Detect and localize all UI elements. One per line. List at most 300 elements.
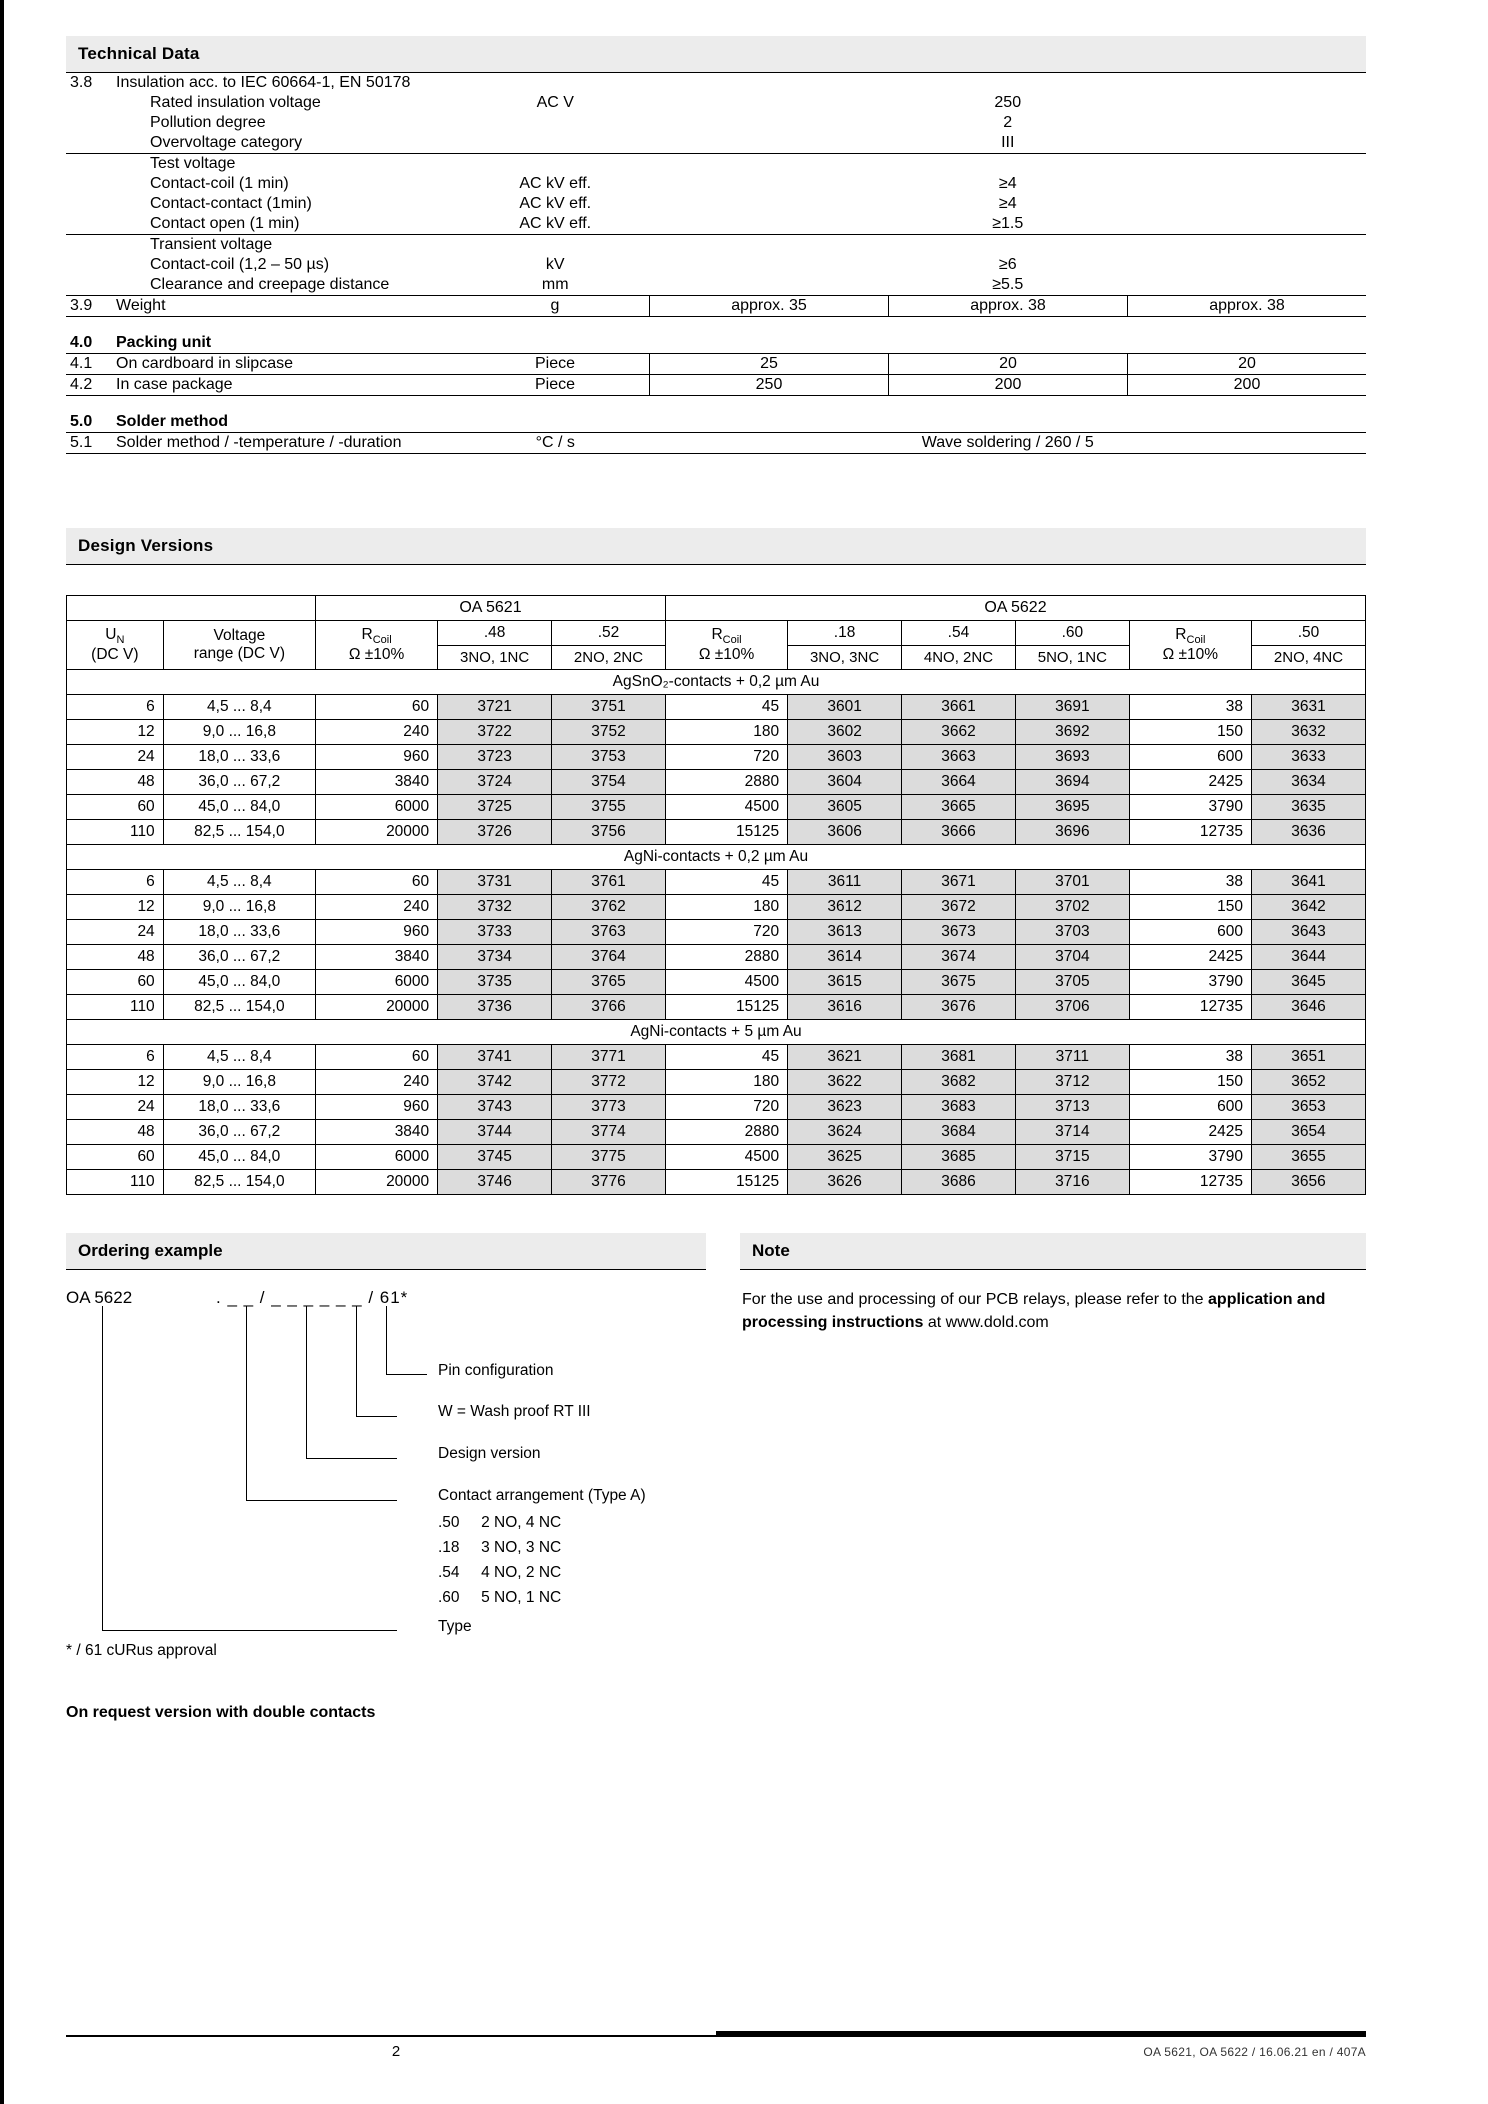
- footer-accent-bar: [716, 2031, 1366, 2037]
- cell-code: 3666: [902, 820, 1016, 845]
- cell-rcoil3: 150: [1129, 895, 1251, 920]
- cell-rcoil1: 20000: [316, 1170, 438, 1195]
- table-row: [67, 745, 1366, 770]
- cell-range: 18,0 ... 33,6: [163, 1095, 315, 1120]
- ordering-example-header: Ordering example: [66, 1233, 706, 1270]
- cell-range: 36,0 ... 67,2: [163, 1120, 315, 1145]
- cell-code: 3721: [438, 695, 552, 720]
- cell-code: 3741: [438, 1045, 552, 1070]
- cell-code: 3622: [788, 1070, 902, 1095]
- cell-range: 82,5 ... 154,0: [163, 820, 315, 845]
- header-un: $U_N$ (DC V): [67, 621, 164, 670]
- cell-range: 4,5 ... 8,4: [163, 1045, 315, 1070]
- cell-code: 3625: [788, 1145, 902, 1170]
- cell-code: 3733: [438, 920, 552, 945]
- cell-code: 3636: [1251, 820, 1365, 845]
- group-number: 4.0: [70, 334, 93, 351]
- table-row: [67, 1170, 1366, 1195]
- row-value: 2: [1003, 114, 1013, 131]
- cell-range: 9,0 ... 16,8: [163, 895, 315, 920]
- row-value-3: 20: [1128, 354, 1367, 375]
- cell-code: 3635: [1251, 795, 1365, 820]
- table-row: [66, 255, 1366, 275]
- table-row-weight: [66, 296, 1366, 317]
- cell-code: 3754: [552, 770, 666, 795]
- table-row: [67, 720, 1366, 745]
- cell-code: 3606: [788, 820, 902, 845]
- cell-range: 45,0 ... 84,0: [163, 970, 315, 995]
- cell-rcoil2: 4500: [665, 970, 787, 995]
- cell-code: 3653: [1251, 1095, 1365, 1120]
- cell-code: 3702: [1015, 895, 1129, 920]
- cell-rcoil2: 2880: [665, 770, 787, 795]
- cell-code: 3626: [788, 1170, 902, 1195]
- table-row: [67, 870, 1366, 895]
- header-contacts-18: 3NO, 3NC: [788, 646, 902, 670]
- bottom-sections: [66, 1233, 1366, 1722]
- cell-code: 3692: [1015, 720, 1129, 745]
- ordering-diagram: [66, 1270, 706, 1635]
- contact-desc: 4 NO, 2 NC: [481, 1564, 562, 1581]
- cell-code: 3602: [788, 720, 902, 745]
- cell-rcoil1: 20000: [316, 995, 438, 1020]
- cell-code: 3713: [1015, 1095, 1129, 1120]
- row-label: Pollution degree: [150, 114, 266, 131]
- table-row: [66, 214, 1366, 235]
- row-unit: [461, 113, 650, 133]
- technical-data-header: Technical Data: [66, 36, 1366, 73]
- cell-rcoil2: 4500: [665, 1145, 787, 1170]
- table-row-group: [66, 412, 1366, 433]
- cell-rcoil2: 720: [665, 920, 787, 945]
- cell-rcoil1: 3840: [316, 1120, 438, 1145]
- header-code-52: .52: [552, 621, 666, 646]
- group-label: Solder method: [116, 413, 229, 430]
- cell-code: 3613: [788, 920, 902, 945]
- table-row: [66, 154, 1366, 175]
- page-footer: [66, 2035, 1366, 2060]
- cell-code: 3715: [1015, 1145, 1129, 1170]
- page-content: [66, 36, 1366, 1722]
- cell-rcoil3: 600: [1129, 920, 1251, 945]
- row-label: Insulation acc. to IEC 60664-1, EN 50178: [116, 74, 411, 91]
- cell-code: 3773: [552, 1095, 666, 1120]
- cell-rcoil1: 60: [316, 870, 438, 895]
- header-contacts-52: 2NO, 2NC: [552, 646, 666, 670]
- cell-code: 3731: [438, 870, 552, 895]
- contact-code: .54: [438, 1564, 460, 1581]
- table-row: [67, 920, 1366, 945]
- table-row: [67, 1095, 1366, 1120]
- table-row: [67, 795, 1366, 820]
- cell-code: 3663: [902, 745, 1016, 770]
- contact-code: .60: [438, 1589, 460, 1606]
- header-contacts-60: 5NO, 1NC: [1015, 646, 1129, 670]
- cell-code: 3695: [1015, 795, 1129, 820]
- table-row: [67, 1045, 1366, 1070]
- cell-code: 3735: [438, 970, 552, 995]
- row-value: 250: [994, 94, 1022, 111]
- cell-code: 3774: [552, 1120, 666, 1145]
- contact-code: .18: [438, 1539, 460, 1556]
- row-value: ≥1.5: [650, 214, 1367, 235]
- table-row: [67, 1145, 1366, 1170]
- table-row: [67, 820, 1366, 845]
- row-value: ≥4: [998, 175, 1017, 192]
- cell-code: 3685: [902, 1145, 1016, 1170]
- row-unit: °C / s: [461, 433, 650, 454]
- cell-code: 3723: [438, 745, 552, 770]
- cell-rcoil2: 180: [665, 895, 787, 920]
- spacer-row: [66, 317, 1366, 334]
- cell-code: 3722: [438, 720, 552, 745]
- cell-code: 3694: [1015, 770, 1129, 795]
- table-row: [67, 695, 1366, 720]
- cell-range: 82,5 ... 154,0: [163, 995, 315, 1020]
- cell-un: 24: [67, 920, 164, 945]
- cell-code: 3641: [1251, 870, 1365, 895]
- page-number: 2: [391, 2043, 401, 2060]
- block-caption-row: [67, 1020, 1366, 1045]
- row-unit: g: [461, 296, 650, 317]
- row-number: 4.1: [66, 354, 112, 375]
- cell-code: 3675: [902, 970, 1016, 995]
- cell-code: 3611: [788, 870, 902, 895]
- header-rcoil-3: $R_{Coil}$ Ω ±10%: [1129, 621, 1251, 670]
- leader-line-type: [102, 1306, 397, 1631]
- cell-code: 3764: [552, 945, 666, 970]
- cell-code: 3614: [788, 945, 902, 970]
- cell-code: 3752: [552, 720, 666, 745]
- row-value-2: 20: [889, 354, 1128, 375]
- cell-rcoil3: 3790: [1129, 970, 1251, 995]
- cell-code: 3742: [438, 1070, 552, 1095]
- contact-option-row: [438, 1538, 561, 1559]
- table-header-groups: [67, 596, 1366, 621]
- cell-rcoil3: 12735: [1129, 820, 1251, 845]
- table-row: [67, 770, 1366, 795]
- cell-code: 3665: [902, 795, 1016, 820]
- row-label: Weight: [112, 296, 461, 317]
- cell-code: 3724: [438, 770, 552, 795]
- label-type: Type: [438, 1618, 472, 1635]
- table-header-codes: [67, 621, 1366, 646]
- cell-code: 3632: [1251, 720, 1365, 745]
- note-text-part1: For the use and processing of our PCB relays, please refer to the: [742, 1291, 1209, 1308]
- cell-code: 3631: [1251, 695, 1365, 720]
- row-number: 5.1: [66, 433, 112, 454]
- cell-un: 6: [67, 1045, 164, 1070]
- cell-code: 3683: [902, 1095, 1016, 1120]
- cell-code: 3623: [788, 1095, 902, 1120]
- cell-rcoil1: 6000: [316, 970, 438, 995]
- cell-code: 3676: [902, 995, 1016, 1020]
- contact-desc: 5 NO, 1 NC: [481, 1589, 562, 1606]
- cell-rcoil1: 960: [316, 920, 438, 945]
- cell-range: 82,5 ... 154,0: [163, 1170, 315, 1195]
- contact-desc: 2 NO, 4 NC: [481, 1514, 562, 1531]
- cell-range: 4,5 ... 8,4: [163, 870, 315, 895]
- table-row: [67, 970, 1366, 995]
- cell-code: 3671: [902, 870, 1016, 895]
- table-row-group: [66, 333, 1366, 354]
- cell-rcoil3: 2425: [1129, 770, 1251, 795]
- header-code-54: .54: [902, 621, 1016, 646]
- cell-code: 3744: [438, 1120, 552, 1145]
- table-row: [66, 113, 1366, 133]
- cell-code: 3756: [552, 820, 666, 845]
- ordering-example-section: [66, 1233, 706, 1722]
- cell-code: 3646: [1251, 995, 1365, 1020]
- cell-code: 3661: [902, 695, 1016, 720]
- row-unit: Piece: [461, 354, 650, 375]
- header-rcoil-2: $R_{Coil}$ Ω ±10%: [665, 621, 787, 670]
- row-value-1: approx. 35: [650, 296, 889, 317]
- cell-rcoil2: 720: [665, 1095, 787, 1120]
- note-text: [740, 1270, 1366, 1334]
- cell-code: 3633: [1251, 745, 1365, 770]
- cell-rcoil1: 960: [316, 745, 438, 770]
- cell-rcoil3: 600: [1129, 1095, 1251, 1120]
- row-unit: AC kV eff.: [461, 214, 650, 235]
- cell-code: 3725: [438, 795, 552, 820]
- row-value: III: [650, 133, 1367, 154]
- block-caption-row: [67, 845, 1366, 870]
- group-number: 5.0: [70, 413, 93, 430]
- cell-code: 3696: [1015, 820, 1129, 845]
- cell-un: 12: [67, 895, 164, 920]
- cell-code: 3745: [438, 1145, 552, 1170]
- table-row: [66, 354, 1366, 375]
- cell-un: 60: [67, 1145, 164, 1170]
- cell-un: 48: [67, 945, 164, 970]
- cell-code: 3762: [552, 895, 666, 920]
- cell-rcoil1: 20000: [316, 820, 438, 845]
- cell-rcoil1: 240: [316, 720, 438, 745]
- row-number: 3.8: [70, 74, 93, 91]
- row-value-2: 200: [889, 375, 1128, 396]
- row-number: 4.2: [66, 375, 112, 396]
- header-code-50: .50: [1251, 621, 1365, 646]
- cell-rcoil3: 38: [1129, 695, 1251, 720]
- cell-rcoil3: 600: [1129, 745, 1251, 770]
- table-row: [66, 93, 1366, 113]
- table-row: [67, 895, 1366, 920]
- contact-option-row: [438, 1563, 561, 1584]
- cell-code: 3734: [438, 945, 552, 970]
- cell-code: 3662: [902, 720, 1016, 745]
- row-unit: AC kV eff.: [519, 195, 592, 212]
- cell-rcoil1: 240: [316, 895, 438, 920]
- row-label: Contact-coil (1 min): [150, 175, 289, 192]
- cell-rcoil2: 15125: [665, 995, 787, 1020]
- label-wash-proof: W = Wash proof RT III: [438, 1403, 591, 1420]
- block-caption: AgNi-contacts + 5 µm Au: [67, 1020, 1366, 1045]
- row-label: Clearance and creepage distance: [112, 275, 461, 296]
- row-label: Solder method / -temperature / -duration: [112, 433, 461, 454]
- cell-code: 3654: [1251, 1120, 1365, 1145]
- spacer-row: [66, 396, 1366, 413]
- cell-code: 3732: [438, 895, 552, 920]
- table-row: [67, 1120, 1366, 1145]
- row-label: Overvoltage category: [112, 133, 461, 154]
- cell-rcoil1: 240: [316, 1070, 438, 1095]
- cell-code: 3693: [1015, 745, 1129, 770]
- ordering-mask: . _ _ / _ _ _ _ _ _ / 61*: [216, 1288, 409, 1307]
- cell-code: 3763: [552, 920, 666, 945]
- row-value-3: approx. 38: [1128, 296, 1367, 317]
- contact-option-row: [438, 1588, 561, 1609]
- cell-range: 9,0 ... 16,8: [163, 1070, 315, 1095]
- table-row: [66, 235, 1366, 256]
- cell-range: 36,0 ... 67,2: [163, 945, 315, 970]
- table-row: [66, 194, 1366, 214]
- cell-rcoil1: 6000: [316, 1145, 438, 1170]
- cell-code: 3746: [438, 1170, 552, 1195]
- group-label: Packing unit: [116, 334, 212, 351]
- cell-un: 48: [67, 770, 164, 795]
- document-id: OA 5621, OA 5622 / 16.06.21 en / 407A: [1143, 2045, 1366, 2059]
- cell-code: 3775: [552, 1145, 666, 1170]
- cell-code: 3652: [1251, 1070, 1365, 1095]
- cell-code: 3616: [788, 995, 902, 1020]
- cell-rcoil2: 15125: [665, 1170, 787, 1195]
- cell-code: 3706: [1015, 995, 1129, 1020]
- note-header: Note: [740, 1233, 1366, 1270]
- table-row: [67, 945, 1366, 970]
- cell-un: 12: [67, 1070, 164, 1095]
- row-label: Test voltage: [150, 155, 236, 172]
- row-value: ≥4: [998, 195, 1017, 212]
- header-contacts-50: 2NO, 4NC: [1251, 646, 1365, 670]
- cell-rcoil1: 6000: [316, 795, 438, 820]
- note-text-part2: at www.dold.com: [923, 1314, 1049, 1332]
- table-row: [66, 73, 1366, 93]
- cell-code: 3642: [1251, 895, 1365, 920]
- cell-rcoil3: 150: [1129, 720, 1251, 745]
- cell-code: 3674: [902, 945, 1016, 970]
- cell-code: 3682: [902, 1070, 1016, 1095]
- row-label: Transient voltage: [150, 236, 273, 253]
- row-label: Rated insulation voltage: [150, 94, 321, 111]
- cell-code: 3704: [1015, 945, 1129, 970]
- cell-rcoil2: 2880: [665, 1120, 787, 1145]
- cell-code: 3705: [1015, 970, 1129, 995]
- cell-rcoil3: 12735: [1129, 995, 1251, 1020]
- cell-un: 110: [67, 820, 164, 845]
- cell-code: 3736: [438, 995, 552, 1020]
- cell-un: 60: [67, 795, 164, 820]
- header-contacts-54: 4NO, 2NC: [902, 646, 1016, 670]
- cell-code: 3681: [902, 1045, 1016, 1070]
- row-label: Contact-coil (1,2 – 50 µs): [150, 256, 330, 273]
- cell-un: 6: [67, 695, 164, 720]
- cell-rcoil3: 2425: [1129, 945, 1251, 970]
- cell-code: 3624: [788, 1120, 902, 1145]
- table-row: [67, 1070, 1366, 1095]
- row-unit: [461, 133, 650, 154]
- row-label: Contact open (1 min): [112, 214, 461, 235]
- cell-rcoil1: 3840: [316, 770, 438, 795]
- cell-code: 3612: [788, 895, 902, 920]
- cell-rcoil3: 38: [1129, 1045, 1251, 1070]
- cell-rcoil2: 2880: [665, 945, 787, 970]
- cell-un: 12: [67, 720, 164, 745]
- cell-rcoil1: 960: [316, 1095, 438, 1120]
- cell-code: 3673: [902, 920, 1016, 945]
- cell-un: 60: [67, 970, 164, 995]
- cell-code: 3672: [902, 895, 1016, 920]
- table-row: [66, 275, 1366, 296]
- row-value-1: 250: [650, 375, 889, 396]
- cell-rcoil1: 60: [316, 695, 438, 720]
- cell-code: 3634: [1251, 770, 1365, 795]
- cell-code: 3601: [788, 695, 902, 720]
- table-row: [66, 174, 1366, 194]
- label-contact-arrangement: Contact arrangement (Type A): [438, 1487, 646, 1504]
- cell-code: 3655: [1251, 1145, 1365, 1170]
- cell-code: 3765: [552, 970, 666, 995]
- design-versions-table: [66, 595, 1366, 1195]
- group-label-oa5621: OA 5621: [316, 596, 666, 621]
- header-code-18: .18: [788, 621, 902, 646]
- label-design-version: Design version: [438, 1445, 541, 1462]
- cell-range: 18,0 ... 33,6: [163, 920, 315, 945]
- cell-code: 3776: [552, 1170, 666, 1195]
- cell-code: 3726: [438, 820, 552, 845]
- cell-code: 3604: [788, 770, 902, 795]
- cell-range: 45,0 ... 84,0: [163, 795, 315, 820]
- cell-rcoil2: 180: [665, 1070, 787, 1095]
- ordering-type-code: OA 5622: [66, 1288, 133, 1307]
- technical-data-table: [66, 73, 1366, 454]
- cell-code: 3615: [788, 970, 902, 995]
- cell-code: 3643: [1251, 920, 1365, 945]
- table-row: [66, 375, 1366, 396]
- cell-rcoil2: 180: [665, 720, 787, 745]
- block-caption-row: [67, 670, 1366, 695]
- cell-un: 48: [67, 1120, 164, 1145]
- row-number: 3.9: [66, 296, 112, 317]
- header-code-60: .60: [1015, 621, 1129, 646]
- cell-rcoil2: 45: [665, 1045, 787, 1070]
- cell-rcoil2: 4500: [665, 795, 787, 820]
- cell-rcoil3: 2425: [1129, 1120, 1251, 1145]
- cell-code: 3686: [902, 1170, 1016, 1195]
- cell-code: 3603: [788, 745, 902, 770]
- row-value: ≥5.5: [650, 275, 1367, 296]
- contact-option-row: [438, 1513, 561, 1534]
- note-text-bold: application and processing instructions: [742, 1291, 1326, 1332]
- row-unit: kV: [545, 256, 565, 273]
- row-label: On cardboard in slipcase: [112, 354, 461, 375]
- cell-code: 3712: [1015, 1070, 1129, 1095]
- table-row: [66, 133, 1366, 154]
- cell-code: 3684: [902, 1120, 1016, 1145]
- cell-code: 3716: [1015, 1170, 1129, 1195]
- cell-code: 3651: [1251, 1045, 1365, 1070]
- cell-rcoil2: 15125: [665, 820, 787, 845]
- cell-code: 3605: [788, 795, 902, 820]
- cell-un: 24: [67, 745, 164, 770]
- cell-range: 36,0 ... 67,2: [163, 770, 315, 795]
- cell-code: 3753: [552, 745, 666, 770]
- label-pin-configuration: Pin configuration: [438, 1362, 554, 1379]
- contact-code: .50: [438, 1514, 460, 1531]
- cell-code: 3766: [552, 995, 666, 1020]
- cell-range: 4,5 ... 8,4: [163, 695, 315, 720]
- ordering-footnote: * / 61 cURus approval: [66, 1642, 217, 1659]
